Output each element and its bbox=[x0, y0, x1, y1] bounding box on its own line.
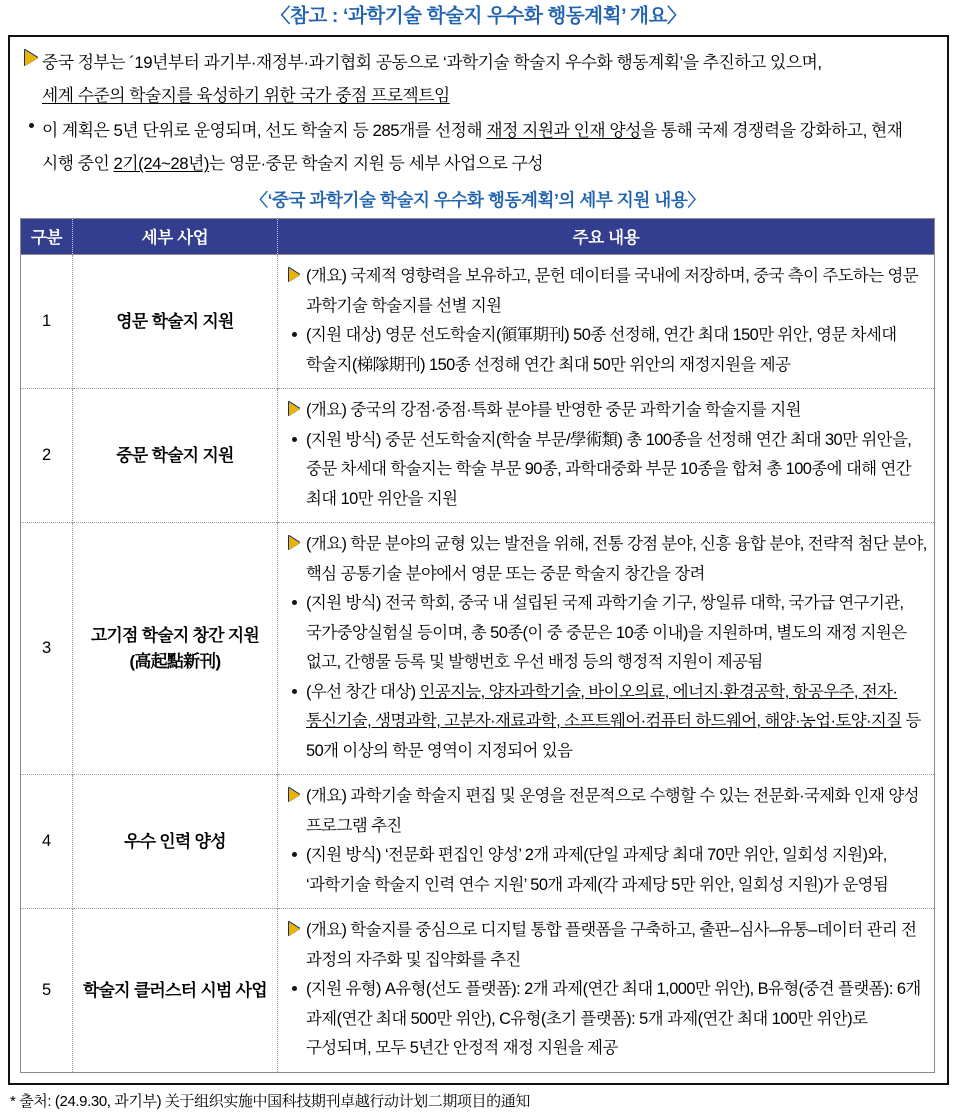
source-footnote: * 출처: (24.9.30, 과기부) 关于组织实施中国科技期刊卓越行动计划二期项目的通知 bbox=[10, 1092, 530, 1110]
content-item-text: (지원 방식) ‘전문화 편집인 양성’ 2개 과제(단일 과제당 최대 70만 위안, 일회성 지원)와, ‘과학기술 학술지 인력 연수 지원’ 50개 과제(각 과제당 5만 위안, 일회성 지원)가 운영됨 bbox=[306, 846, 889, 894]
row-number: 1 bbox=[21, 255, 73, 389]
content-item bbox=[282, 678, 928, 767]
content-item bbox=[282, 589, 928, 678]
row-content bbox=[278, 523, 935, 775]
content-item-text: (지원 대상) 영문 선도학술지(領軍期刊) 50종 선정해, 연간 최대 150만 위안, 영문 차세대 학술지(梯隊期刊) 150종 선정해 연간 최대 50만 위안의 재정지원을 제공 bbox=[306, 326, 897, 374]
intro-bullet-1-text: 중국 정부는 ´19년부터 과기부·재정부·과기협회 공동으로 ‘과학기술 학술지 우수화 행동계획’을 추진하고 있으며, 세계 수준의 학술지를 육성하기 위한 국가 중점 프로젝트임 bbox=[42, 53, 822, 106]
header-no: 구분 bbox=[21, 219, 73, 255]
dot-bullet-icon bbox=[282, 426, 306, 442]
table-row bbox=[21, 775, 935, 909]
table-row bbox=[21, 523, 935, 775]
content-item-text: (개요) 국제적 영향력을 보유하고, 문헌 데이터를 국내에 저장하며, 중국 측이 주도하는 영문 과학기술 학술지를 선별 지원 bbox=[306, 267, 919, 315]
row-number: 5 bbox=[21, 909, 73, 1073]
row-content bbox=[278, 775, 935, 909]
row-number: 4 bbox=[21, 775, 73, 909]
content-item-text: (지원 유형) A유형(선도 플랫폼): 2개 과제(연간 최대 1,000만 위안), B유형(중견 플랫폼): 6개 과제(연간 최대 500만 위안), C유형(초기 플랫폼): 5개 과제(연간 최대 100만 위안)로 구성되며, 모두 5년간 안정적 재정 지원을 제공 bbox=[306, 980, 921, 1058]
triangle-bullet-icon bbox=[282, 782, 306, 802]
header-content: 주요 내용 bbox=[278, 219, 935, 255]
row-content bbox=[278, 909, 935, 1073]
row-program-name: 중문 학술지 지원 bbox=[73, 389, 278, 523]
triangle-bullet-icon bbox=[282, 262, 306, 282]
content-item-text: (개요) 과학기술 학술지 편집 및 운영을 전문적으로 수행할 수 있는 전문화·국제화 인재 양성 프로그램 추진 bbox=[306, 787, 919, 835]
table-row bbox=[21, 389, 935, 523]
triangle-bullet-icon bbox=[282, 396, 306, 416]
dot-bullet-icon bbox=[282, 589, 306, 605]
row-number: 2 bbox=[21, 389, 73, 523]
page-title: 〈참고 : ‘과학기술 학술지 우수화 행동계획’ 개요〉 bbox=[270, 5, 687, 27]
row-program-name: 영문 학술지 지원 bbox=[73, 255, 278, 389]
content-frame bbox=[8, 35, 949, 1085]
dot-bullet-icon bbox=[282, 975, 306, 991]
intro-bullet-2-text: 이 계획은 5년 단위로 운영되며, 선도 학술지 등 285개를 선정해 재정 지원과 인재 양성을 통해 국제 경쟁력을 강화하고, 현재 시행 중인 2기(24~28년)는 영문·중문 학술지 지원 등 세부 사업으로 구성 bbox=[42, 121, 903, 174]
content-item bbox=[282, 426, 928, 515]
table-row bbox=[21, 909, 935, 1073]
table-header-row bbox=[21, 219, 935, 255]
content-item bbox=[282, 396, 928, 426]
table-row bbox=[21, 255, 935, 389]
content-item-text: (지원 방식) 전국 학회, 중국 내 설립된 국제 과학기술 기구, 쌍일류 대학, 국가급 연구기관, 국가중앙실험실 등이며, 총 50종(이 중 중문은 10종 이내)을 지원하며, 별도의 재정 지원은 없고, 간행물 등록 및 발행번호 우선 배정 등의 행정적 지원이 제공됨 bbox=[306, 594, 907, 672]
content-item-text: (개요) 학문 분야의 균형 있는 발전을 위해, 전통 강점 분야, 신흥 융합 분야, 전략적 첨단 분야, 핵심 공통기술 분야에서 영문 또는 중문 학술지 창간을 장려 bbox=[306, 535, 927, 583]
intro-section bbox=[20, 46, 935, 180]
triangle-bullet-icon bbox=[282, 530, 306, 550]
row-program-name: 고기점 학술지 창간 지원 (高起點新刊) bbox=[73, 523, 278, 775]
header-program: 세부 사업 bbox=[73, 219, 278, 255]
triangle-bullet-icon bbox=[282, 916, 306, 936]
content-item bbox=[282, 975, 928, 1064]
content-item bbox=[282, 841, 928, 900]
support-detail-table bbox=[20, 218, 935, 1073]
dot-bullet-icon bbox=[282, 841, 306, 857]
intro-bullet-1 bbox=[20, 46, 935, 112]
content-item bbox=[282, 916, 928, 975]
row-content bbox=[278, 255, 935, 389]
content-item-text: (우선 창간 대상) 인공지능, 양자과학기술, 바이오의료, 에너지·환경공학, 항공우주, 전자·통신기술, 생명과학, 고분자·재료과학, 소프트웨어·컴퓨터 하드웨어, 해양·농업·토양·지질 등 50개 이상의 학문 영역이 지정되어 있음 bbox=[306, 682, 921, 760]
content-item-text: (지원 방식) 중문 선도학술지(학술 부문/學術類) 총 100종을 선정해 연간 최대 30만 위안을, 중문 차세대 학술지는 학술 부문 90종, 과학대중화 부문 10종을 합쳐 총 100종에 대해 연간 최대 10만 위안을 지원 bbox=[306, 430, 912, 508]
table-caption: 〈‘중국 과학기술 학술지 우수화 행동계획’의 세부 지원 내용〉 bbox=[250, 190, 705, 211]
content-item bbox=[282, 782, 928, 841]
row-program-name: 우수 인력 양성 bbox=[73, 775, 278, 909]
triangle-bullet-icon bbox=[20, 46, 42, 66]
row-content bbox=[278, 389, 935, 523]
dot-bullet-icon bbox=[282, 678, 306, 694]
row-number: 3 bbox=[21, 523, 73, 775]
content-item bbox=[282, 530, 928, 589]
content-item-text: (개요) 중국의 강점·중점·특화 분야를 반영한 중문 과학기술 학술지를 지원 bbox=[306, 401, 801, 420]
content-item bbox=[282, 262, 928, 321]
content-item bbox=[282, 321, 928, 380]
content-item-text: (개요) 학술지를 중심으로 디지털 통합 플랫폼을 구축하고, 출판–심사–유통–데이터 관리 전 과정의 자주화 및 집약화를 추진 bbox=[306, 921, 917, 969]
row-program-name: 학술지 클러스터 시범 사업 bbox=[73, 909, 278, 1073]
intro-bullet-2 bbox=[20, 114, 935, 180]
dot-bullet-icon bbox=[282, 321, 306, 337]
dot-bullet-icon bbox=[20, 114, 42, 128]
